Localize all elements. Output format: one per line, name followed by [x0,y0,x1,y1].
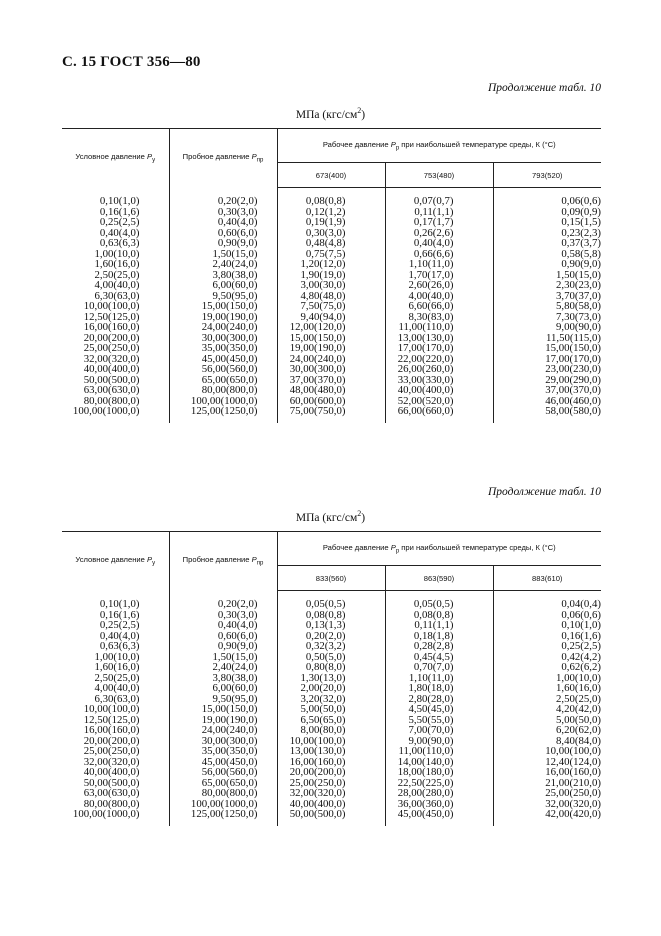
working-pressure-cell-1: 25,00(250,0) [277,778,385,789]
working-pressure-cell-1: 0,75(7,5) [277,249,385,260]
working-pressure-cell-2: 6,60(66,0) [385,301,493,312]
table-row [62,406,601,417]
working-pressure-cell-2: 0,18(1,8) [385,631,493,642]
working-pressure-cell-1: 0,20(2,0) [277,631,385,642]
nominal-pressure-cell: 0,40(4,0) [99,226,140,239]
working-pressure-cell-2: 0,05(0,5) [385,599,493,610]
working-pressure-cell-1: 0,50(5,0) [277,652,385,663]
working-pressure-cell-2: 1,80(18,0) [385,683,493,694]
test-pressure-cell: 1,50(15,0) [169,249,277,260]
nominal-pressure-cell: 1,60(16,0) [94,258,140,270]
working-pressure-cell-3: 0,09(0,9) [493,207,601,218]
working-pressure-cell-3: 0,15(1,5) [493,217,601,228]
header-working-pressure: Рабочее давление $P_р$ при наибольшей температуре среды, К (°С) [277,532,601,566]
nominal-pressure-cell: 0,63(6,3) [99,237,140,249]
working-pressure-cell-2: 52,00(520,0) [385,396,493,407]
test-pressure-cell: 100,00(1000,0) [169,799,277,810]
nominal-pressure-cell: 10,00(100,0) [83,703,140,715]
nominal-pressure-cell: 0,10(1,0) [99,598,140,610]
header-nominal-pressure: Условное давление $P_у$ [62,532,169,591]
working-pressure-cell-2: 7,00(70,0) [385,725,493,736]
test-pressure-cell: 35,00(350,0) [169,746,277,757]
table-row [62,196,601,207]
test-pressure-cell: 100,00(1000,0) [169,396,277,407]
working-pressure-cell-1: 0,80(8,0) [277,662,385,673]
nominal-pressure-cell: 63,00(630,0) [83,787,140,799]
table-row [62,620,601,631]
working-pressure-cell-3: 32,00(320,0) [493,799,601,810]
table-row [62,343,601,354]
working-pressure-cell-1: 10,00(100,0) [277,736,385,747]
test-pressure-cell: 35,00(350,0) [169,343,277,354]
nominal-pressure-cell: 6,30(63,0) [94,289,140,302]
test-pressure-cell: 80,00(800,0) [169,385,277,396]
working-pressure-cell-1: 0,12(1,2) [277,207,385,218]
nominal-pressure-cell: 4,00(40,0) [94,279,140,291]
working-pressure-cell-1: 6,50(65,0) [277,715,385,726]
working-pressure-cell-2: 14,00(140,0) [385,757,493,768]
working-pressure-cell-1: 0,13(1,3) [277,620,385,631]
nominal-pressure-cell: 0,16(1,6) [99,608,140,621]
working-pressure-cell-3: 0,06(0,6) [493,610,601,621]
working-pressure-cell-3: 23,00(230,0) [493,364,601,375]
working-pressure-cell-3: 0,23(2,3) [493,228,601,239]
working-pressure-cell-3: 0,06(0,6) [493,196,601,207]
page-header: С. 15 ГОСТ 356—80 [62,54,201,70]
test-pressure-cell: 24,00(240,0) [169,725,277,736]
working-pressure-cell-3: 15,00(150,0) [493,343,601,354]
working-pressure-cell-1: 9,40(94,0) [277,312,385,323]
test-pressure-cell: 0,20(2,0) [169,599,277,610]
working-pressure-cell-1: 3,20(32,0) [277,694,385,705]
test-pressure-cell: 6,00(60,0) [169,683,277,694]
table-row [62,725,601,736]
test-pressure-cell: 1,50(15,0) [169,652,277,663]
working-pressure-cell-1: 0,08(0,8) [277,196,385,207]
working-pressure-cell-1: 0,30(3,0) [277,228,385,239]
test-pressure-cell: 15,00(150,0) [169,301,277,312]
working-pressure-cell-2: 2,60(26,0) [385,280,493,291]
test-pressure-cell: 2,40(24,0) [169,259,277,270]
test-pressure-cell: 45,00(450,0) [169,757,277,768]
test-pressure-cell: 9,50(95,0) [169,694,277,705]
table-row [62,662,601,673]
working-pressure-cell-3: 1,50(15,0) [493,270,601,281]
test-pressure-cell: 15,00(150,0) [169,704,277,715]
working-pressure-cell-1: 5,00(50,0) [277,704,385,715]
table-row [62,238,601,249]
nominal-pressure-cell: 0,63(6,3) [99,640,140,652]
working-pressure-cell-3: 17,00(170,0) [493,354,601,365]
working-pressure-cell-1: 48,00(480,0) [277,385,385,396]
nominal-pressure-cell: 2,50(25,0) [94,671,140,684]
table-row [62,259,601,270]
nominal-pressure-cell: 0,40(4,0) [99,629,140,642]
test-pressure-cell: 80,00(800,0) [169,788,277,799]
working-pressure-cell-1: 50,00(500,0) [277,809,385,820]
working-pressure-cell-3: 37,00(370,0) [493,385,601,396]
working-pressure-cell-2: 0,40(4,0) [385,238,493,249]
working-pressure-cell-2: 22,50(225,0) [385,778,493,789]
working-pressure-cell-1: 24,00(240,0) [277,354,385,365]
working-pressure-cell-2: 0,28(2,8) [385,641,493,652]
nominal-pressure-cell: 50,00(500,0) [83,776,140,789]
header-test-pressure: Пробное давление $P_{пр}$ [169,532,277,591]
working-pressure-cell-3: 12,40(124,0) [493,757,601,768]
working-pressure-cell-1: 7,50(75,0) [277,301,385,312]
working-pressure-cell-2: 0,26(2,6) [385,228,493,239]
test-pressure-cell: 56,00(560,0) [169,767,277,778]
table-row [62,322,601,333]
working-pressure-cell-1: 4,80(48,0) [277,291,385,302]
test-pressure-cell: 0,60(6,0) [169,228,277,239]
nominal-pressure-cell: 40,00(400,0) [83,363,140,375]
working-pressure-cell-2: 4,00(40,0) [385,291,493,302]
nominal-pressure-cell: 12,50(125,0) [83,310,140,323]
nominal-pressure-cell: 20,00(200,0) [83,331,140,344]
working-pressure-cell-2: 5,50(55,0) [385,715,493,726]
working-pressure-cell-1: 13,00(130,0) [277,746,385,757]
header-temperature-1: 833(560) [277,566,385,591]
working-pressure-cell-3: 58,00(580,0) [493,406,601,417]
continuation-label-2: Продолжение табл. 10 [488,486,601,498]
working-pressure-cell-2: 33,00(330,0) [385,375,493,386]
working-pressure-cell-2: 66,00(660,0) [385,406,493,417]
working-pressure-cell-2: 1,70(17,0) [385,270,493,281]
working-pressure-cell-3: 1,00(10,0) [493,673,601,684]
working-pressure-cell-2: 2,80(28,0) [385,694,493,705]
working-pressure-cell-3: 7,30(73,0) [493,312,601,323]
working-pressure-cell-2: 22,00(220,0) [385,354,493,365]
test-pressure-cell: 0,40(4,0) [169,217,277,228]
nominal-pressure-cell: 16,00(160,0) [83,724,140,736]
working-pressure-cell-2: 0,11(1,1) [385,207,493,218]
working-pressure-cell-1: 37,00(370,0) [277,375,385,386]
nominal-pressure-cell: 6,30(63,0) [94,692,140,705]
table-row [62,641,601,652]
working-pressure-cell-3: 11,50(115,0) [493,333,601,344]
working-pressure-cell-1: 1,90(19,0) [277,270,385,281]
working-pressure-cell-1: 12,00(120,0) [277,322,385,333]
working-pressure-cell-3: 42,00(420,0) [493,809,601,820]
working-pressure-cell-1: 15,00(150,0) [277,333,385,344]
nominal-pressure-cell: 20,00(200,0) [83,734,140,747]
nominal-pressure-cell: 16,00(160,0) [83,321,140,333]
working-pressure-cell-2: 0,70(7,0) [385,662,493,673]
nominal-pressure-cell: 50,00(500,0) [83,373,140,386]
working-pressure-cell-1: 75,00(750,0) [277,406,385,417]
working-pressure-cell-1: 1,30(13,0) [277,673,385,684]
working-pressure-cell-3: 4,20(42,0) [493,704,601,715]
working-pressure-cell-3: 5,00(50,0) [493,715,601,726]
working-pressure-cell-2: 0,66(6,6) [385,249,493,260]
working-pressure-cell-3: 0,10(1,0) [493,620,601,631]
test-pressure-cell: 3,80(38,0) [169,673,277,684]
test-pressure-cell: 19,00(190,0) [169,715,277,726]
test-pressure-cell: 45,00(450,0) [169,354,277,365]
working-pressure-cell-2: 0,08(0,8) [385,610,493,621]
working-pressure-cell-1: 1,20(12,0) [277,259,385,270]
nominal-pressure-cell: 4,00(40,0) [94,682,140,694]
continuation-label: Продолжение табл. 10 [488,82,601,94]
test-pressure-cell: 24,00(240,0) [169,322,277,333]
nominal-pressure-cell: 100,00(1000,0) [72,808,140,820]
test-pressure-cell: 0,30(3,0) [169,610,277,621]
header-temperature-3: 883(610) [493,566,601,591]
working-pressure-cell-2: 45,00(450,0) [385,809,493,820]
working-pressure-cell-2: 11,00(110,0) [385,746,493,757]
unit-label: МПа $(кгс/см^2)$ [295,106,366,121]
test-pressure-cell: 65,00(650,0) [169,778,277,789]
working-pressure-cell-3: 0,42(4,2) [493,652,601,663]
working-pressure-cell-3: 21,00(210,0) [493,778,601,789]
table-row [62,767,601,778]
working-pressure-cell-1: 0,32(3,2) [277,641,385,652]
working-pressure-cell-2: 1,10(11,0) [385,673,493,684]
table-row [62,746,601,757]
nominal-pressure-cell: 0,25(2,5) [99,619,140,631]
table-row [62,301,601,312]
working-pressure-cell-2: 4,50(45,0) [385,704,493,715]
working-pressure-cell-3: 0,37(3,7) [493,238,601,249]
working-pressure-cell-3: 25,00(250,0) [493,788,601,799]
working-pressure-cell-2: 28,00(280,0) [385,788,493,799]
working-pressure-cell-3: 1,60(16,0) [493,683,601,694]
header-temperature-1: 673(400) [277,163,385,188]
working-pressure-cell-3: 2,30(23,0) [493,280,601,291]
working-pressure-cell-1: 60,00(600,0) [277,396,385,407]
working-pressure-cell-3: 2,50(25,0) [493,694,601,705]
nominal-pressure-cell: 80,00(800,0) [83,797,140,810]
nominal-pressure-cell: 0,10(1,0) [99,195,140,207]
nominal-pressure-cell: 32,00(320,0) [83,352,140,365]
nominal-pressure-cell: 25,00(250,0) [83,342,140,354]
test-pressure-cell: 0,90(9,0) [169,641,277,652]
test-pressure-cell: 56,00(560,0) [169,364,277,375]
test-pressure-cell: 125,00(1250,0) [169,809,277,820]
test-pressure-cell: 125,00(1250,0) [169,406,277,417]
working-pressure-cell-1: 40,00(400,0) [277,799,385,810]
nominal-pressure-cell: 40,00(400,0) [83,766,140,778]
nominal-pressure-cell: 80,00(800,0) [83,394,140,407]
table-row [62,364,601,375]
working-pressure-cell-1: 3,00(30,0) [277,280,385,291]
test-pressure-cell: 0,40(4,0) [169,620,277,631]
pressure-table-1 [62,128,601,423]
table-row [62,704,601,715]
working-pressure-cell-1: 16,00(160,0) [277,757,385,768]
test-pressure-cell: 9,50(95,0) [169,291,277,302]
table-row [62,683,601,694]
working-pressure-cell-2: 13,00(130,0) [385,333,493,344]
working-pressure-cell-3: 0,58(5,8) [493,249,601,260]
working-pressure-cell-3: 0,90(9,0) [493,259,601,270]
nominal-pressure-cell: 2,50(25,0) [94,268,140,281]
working-pressure-cell-3: 0,04(0,4) [493,599,601,610]
header-working-pressure: Рабочее давление $P_р$ при наибольшей температуре среды, К (°С) [277,129,601,163]
working-pressure-cell-2: 18,00(180,0) [385,767,493,778]
working-pressure-cell-3: 10,00(100,0) [493,746,601,757]
table-row [62,599,601,610]
test-pressure-cell: 0,90(9,0) [169,238,277,249]
working-pressure-cell-3: 5,80(58,0) [493,301,601,312]
header-temperature-2: 863(590) [385,566,493,591]
test-pressure-cell: 30,00(300,0) [169,333,277,344]
working-pressure-cell-1: 8,00(80,0) [277,725,385,736]
test-pressure-cell: 3,80(38,0) [169,270,277,281]
nominal-pressure-cell: 0,16(1,6) [99,205,140,218]
working-pressure-cell-2: 8,30(83,0) [385,312,493,323]
test-pressure-cell: 65,00(650,0) [169,375,277,386]
working-pressure-cell-2: 0,45(4,5) [385,652,493,663]
header-test-pressure: Пробное давление $P_{пр}$ [169,129,277,188]
nominal-pressure-cell: 63,00(630,0) [83,384,140,396]
working-pressure-cell-2: 0,17(1,7) [385,217,493,228]
nominal-pressure-cell: 32,00(320,0) [83,755,140,768]
working-pressure-cell-2: 0,11(1,1) [385,620,493,631]
working-pressure-cell-2: 26,00(260,0) [385,364,493,375]
header-temperature-2: 753(480) [385,163,493,188]
working-pressure-cell-1: 0,05(0,5) [277,599,385,610]
table-row [62,217,601,228]
nominal-pressure-cell: 12,50(125,0) [83,713,140,726]
working-pressure-cell-1: 2,00(20,0) [277,683,385,694]
table-row [62,280,601,291]
working-pressure-cell-3: 16,00(160,0) [493,767,601,778]
header-nominal-pressure: Условное давление $P_у$ [62,129,169,188]
working-pressure-cell-2: 9,00(90,0) [385,736,493,747]
working-pressure-cell-1: 20,00(200,0) [277,767,385,778]
working-pressure-cell-2: 1,10(11,0) [385,259,493,270]
nominal-pressure-cell: 1,00(10,0) [94,650,140,663]
working-pressure-cell-3: 29,00(290,0) [493,375,601,386]
working-pressure-cell-2: 17,00(170,0) [385,343,493,354]
pressure-table-2 [62,531,601,826]
nominal-pressure-cell: 0,25(2,5) [99,216,140,228]
working-pressure-cell-1: 0,08(0,8) [277,610,385,621]
test-pressure-cell: 0,20(2,0) [169,196,277,207]
nominal-pressure-cell: 25,00(250,0) [83,745,140,757]
nominal-pressure-cell: 1,00(10,0) [94,247,140,260]
table-row [62,809,601,820]
working-pressure-cell-2: 0,07(0,7) [385,196,493,207]
working-pressure-cell-2: 36,00(360,0) [385,799,493,810]
working-pressure-cell-3: 0,25(2,5) [493,641,601,652]
nominal-pressure-cell: 10,00(100,0) [83,300,140,312]
working-pressure-cell-3: 8,40(84,0) [493,736,601,747]
table-row [62,385,601,396]
working-pressure-cell-1: 32,00(320,0) [277,788,385,799]
working-pressure-cell-3: 9,00(90,0) [493,322,601,333]
working-pressure-cell-2: 11,00(110,0) [385,322,493,333]
working-pressure-cell-3: 0,16(1,6) [493,631,601,642]
test-pressure-cell: 19,00(190,0) [169,312,277,323]
test-pressure-cell: 30,00(300,0) [169,736,277,747]
working-pressure-cell-3: 6,20(62,0) [493,725,601,736]
table-row [62,788,601,799]
working-pressure-cell-1: 19,00(190,0) [277,343,385,354]
working-pressure-cell-2: 40,00(400,0) [385,385,493,396]
nominal-pressure-cell: 1,60(16,0) [94,661,140,673]
unit-label-2: МПа $(кгс/см^2)$ [295,509,366,524]
nominal-pressure-cell: 100,00(1000,0) [72,405,140,417]
working-pressure-cell-3: 46,00(460,0) [493,396,601,407]
test-pressure-cell: 0,30(3,0) [169,207,277,218]
working-pressure-cell-1: 0,48(4,8) [277,238,385,249]
test-pressure-cell: 2,40(24,0) [169,662,277,673]
working-pressure-cell-1: 0,19(1,9) [277,217,385,228]
working-pressure-cell-1: 30,00(300,0) [277,364,385,375]
working-pressure-cell-3: 3,70(37,0) [493,291,601,302]
test-pressure-cell: 0,60(6,0) [169,631,277,642]
working-pressure-cell-3: 0,62(6,2) [493,662,601,673]
header-temperature-3: 793(520) [493,163,601,188]
test-pressure-cell: 6,00(60,0) [169,280,277,291]
